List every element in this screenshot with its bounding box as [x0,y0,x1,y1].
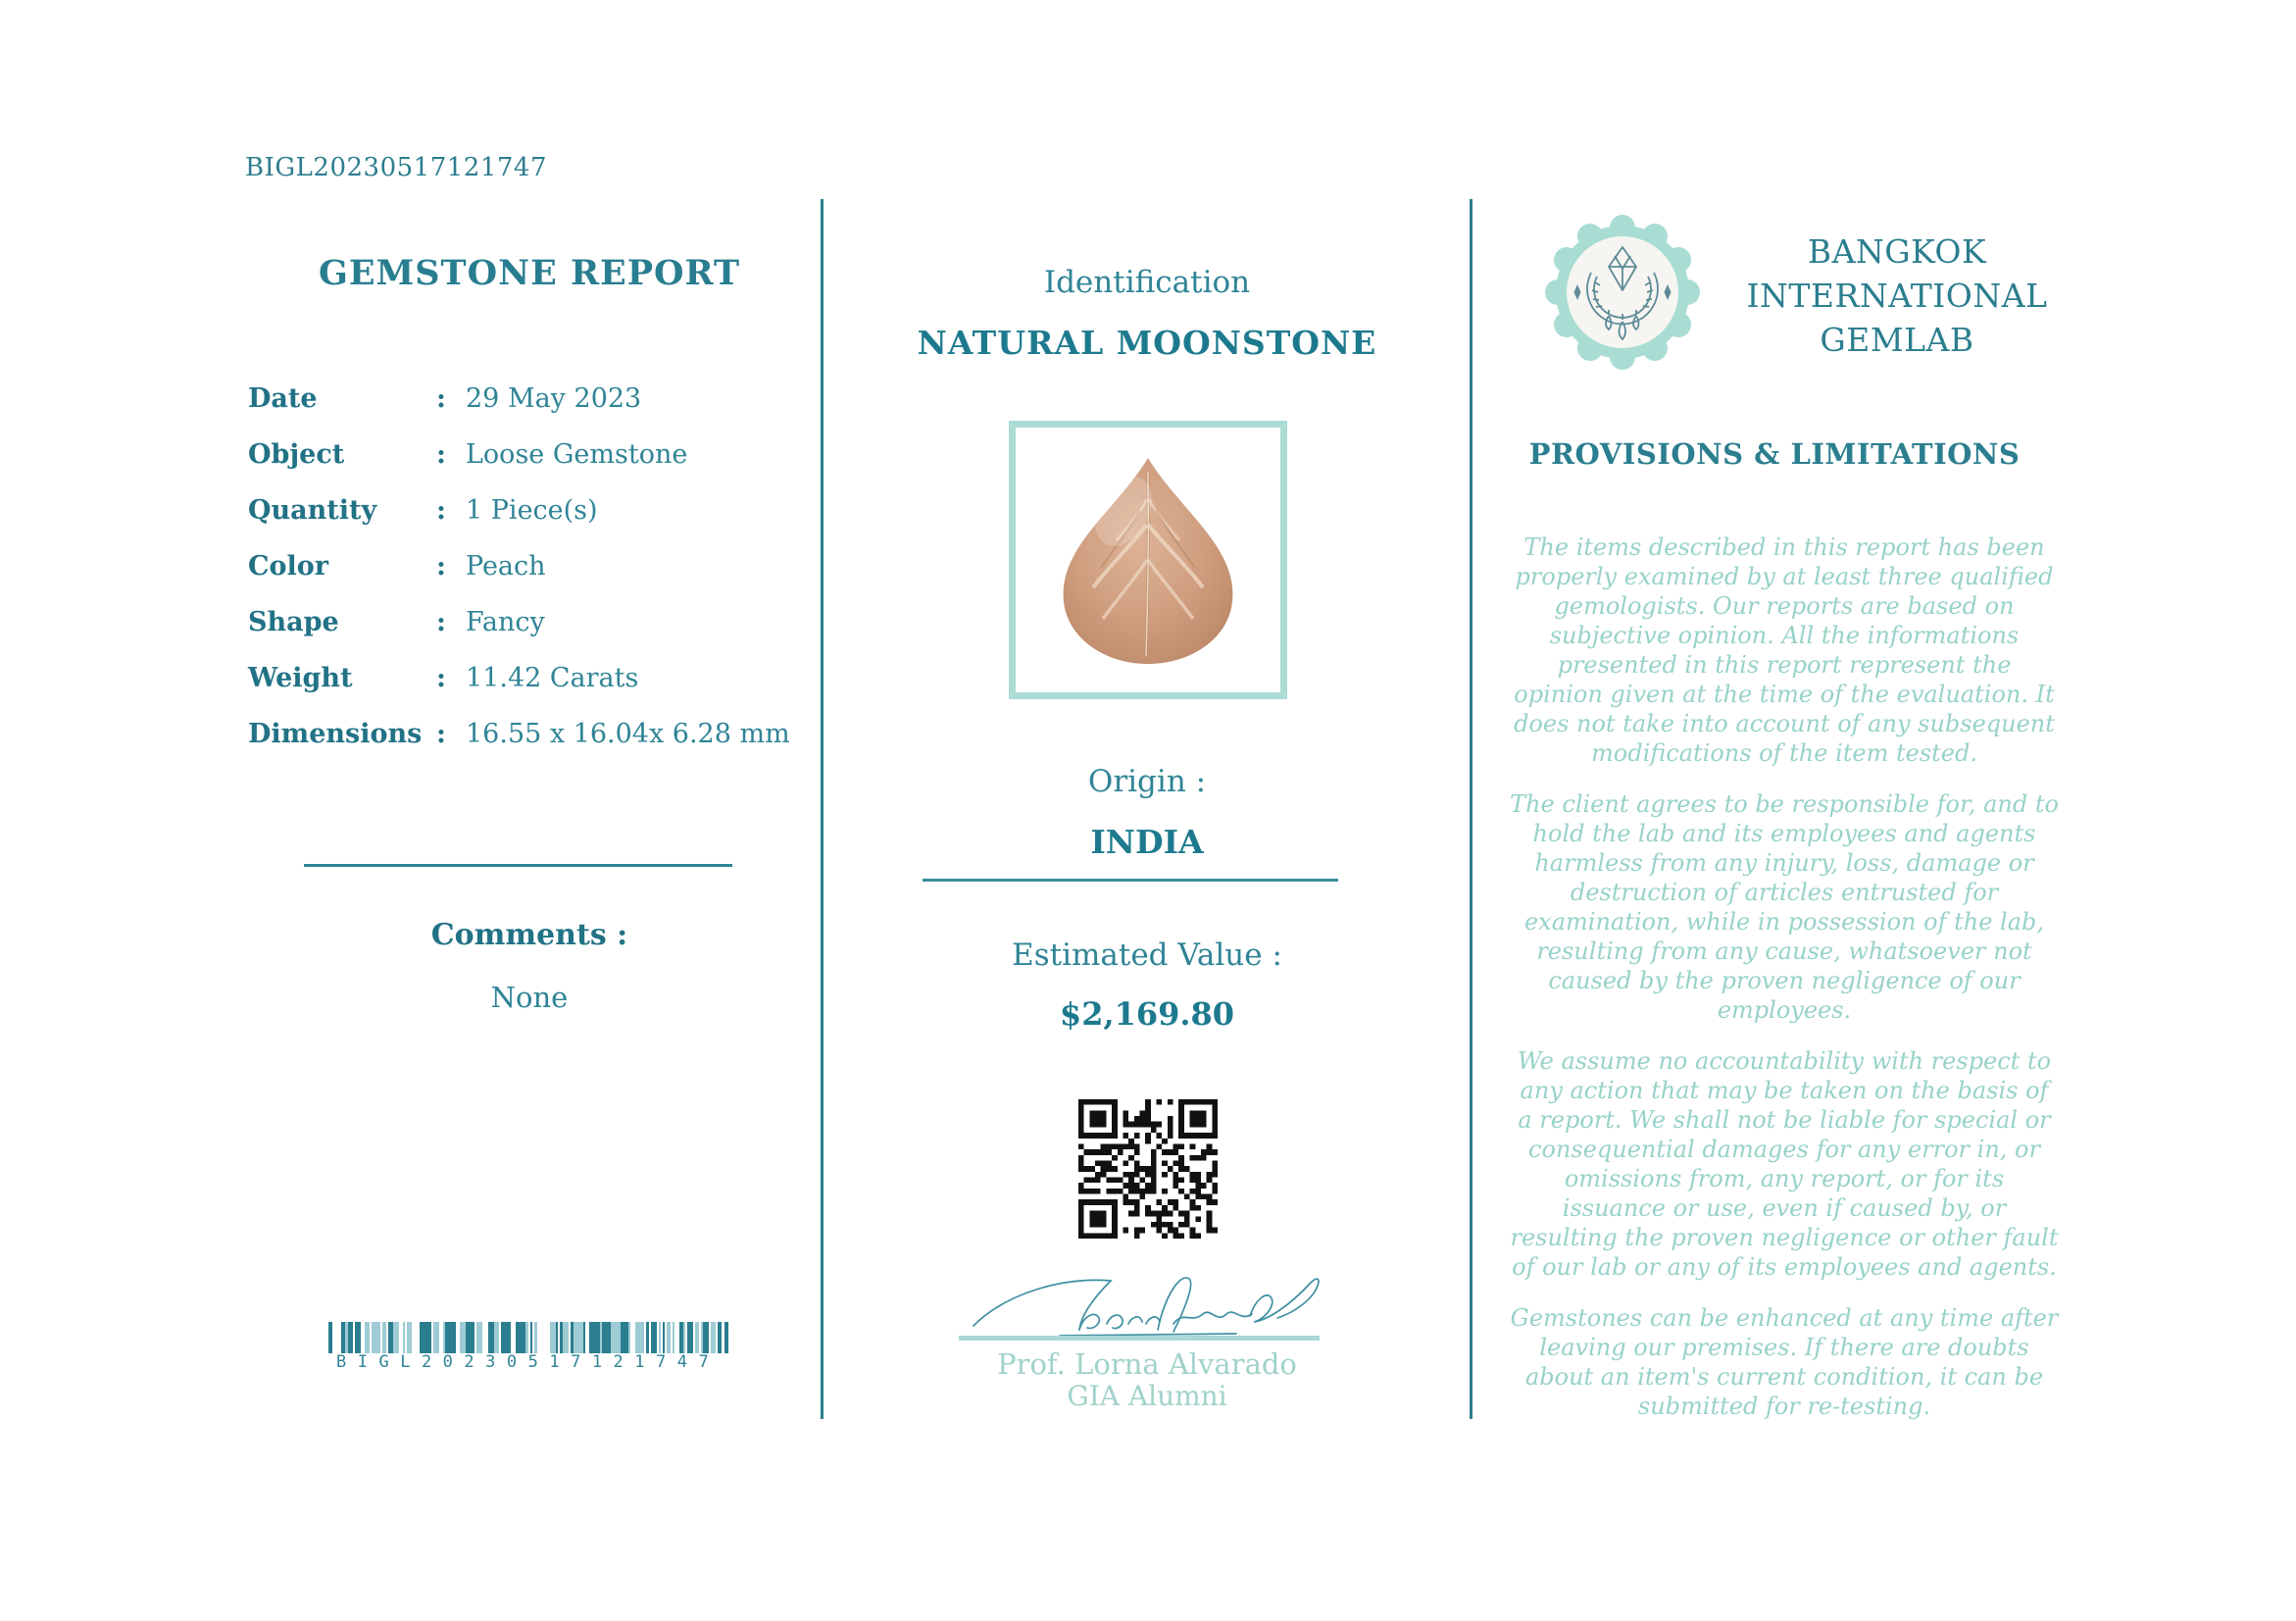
provisions-paragraph: We assume no accountability with respect to any action that may be taken on the basis of a report. We shall not be liable for special or consequential damages for any error in, or omissions from, any report, or for its issuance or use, even if caused by, or resulting the proven negligence or other fault of our lab or any of its employees and agents. [1510,1047,2059,1281]
table-row [248,538,817,594]
field-label: Quantity [248,495,377,526]
signer-name: Prof. Lorna Alvarado [997,1347,1297,1381]
origin-divider-rule [923,879,1338,882]
table-row [248,371,817,427]
field-colon: : [436,439,446,470]
field-label: Shape [248,607,339,637]
gemstone-photo-frame [1009,421,1287,699]
estimated-value-label: Estimated Value : [1012,937,1282,973]
column-divider-left [821,199,824,1419]
field-value: Fancy [466,607,545,637]
signature-icon [966,1253,1328,1343]
table-row [248,482,817,538]
barcode-icon [328,1322,730,1353]
lab-name-line: INTERNATIONAL [1746,277,2048,315]
qr-code-icon [1078,1099,1218,1239]
lab-name-line: GEMLAB [1820,321,1974,359]
barcode-text: BIGL20230517121747 [336,1352,721,1372]
field-label: Dimensions [248,719,423,749]
field-colon: : [436,719,446,749]
provisions-text [1510,532,2059,1443]
provisions-paragraph: Gemstones can be enhanced at any time after leaving our premises. If there are doubts about an item's current condition, it can be submitted for re-testing. [1510,1304,2059,1420]
report-title: GEMSTONE REPORT [318,253,741,293]
field-value: 11.42 Carats [466,663,639,693]
field-value: Loose Gemstone [466,439,688,470]
lab-name [1730,229,2064,362]
lab-name-line: BANGKOK [1807,232,1987,271]
field-colon: : [436,663,446,693]
column-divider-right [1470,199,1472,1419]
gemstone-photo [1030,442,1266,678]
field-value: 29 May 2023 [466,383,642,414]
field-colon: : [436,607,446,637]
estimated-value-amount: $2,169.80 [1059,995,1235,1033]
barcode [328,1322,730,1372]
comments-divider-rule [304,864,732,867]
table-row [248,427,817,482]
field-colon: : [436,383,446,414]
table-row [248,650,817,706]
signer-title: GIA Alumni [1067,1380,1227,1412]
gemlab-logo-icon [1542,212,1703,373]
field-label: Object [248,439,345,470]
field-colon: : [436,495,446,526]
comments-value: None [490,981,569,1014]
identification-heading: Identification [1043,265,1251,300]
field-colon: : [436,551,446,582]
gemstone-name: NATURAL MOONSTONE [917,324,1377,362]
report-number: BIGL20230517121747 [245,153,547,182]
field-value: Peach [466,551,546,582]
provisions-heading: PROVISIONS & LIMITATIONS [1528,437,2021,471]
report-fields-table [248,371,817,762]
signature-underline [959,1336,1320,1341]
table-row [248,706,817,762]
provisions-paragraph: The items described in this report has been properly examined by at least three qualified gemologists. Our reports are based on subjective opinion. All the informations presented in this report represent the opinion given at the time of the evaluation. It does not take into account of any subsequent modifications of the item tested. [1514,533,2055,767]
field-label: Color [248,551,328,582]
provisions-paragraph: The client agrees to be responsible for, and to hold the lab and its employees and agents harmless from any injury, loss, damage or destruction of articles entrusted for examination, while in possession of the lab, resulting from any cause, whatsoever not caused by the proven negligence of our employees. [1510,790,2059,1024]
origin-label: Origin : [1087,764,1207,799]
table-row [248,594,817,650]
field-label: Date [248,383,318,414]
comments-label: Comments : [430,918,628,952]
field-value: 16.55 x 16.04x 6.28 mm [466,719,790,749]
field-label: Weight [248,663,353,693]
origin-value: INDIA [1090,823,1204,861]
field-value: 1 Piece(s) [466,495,598,526]
